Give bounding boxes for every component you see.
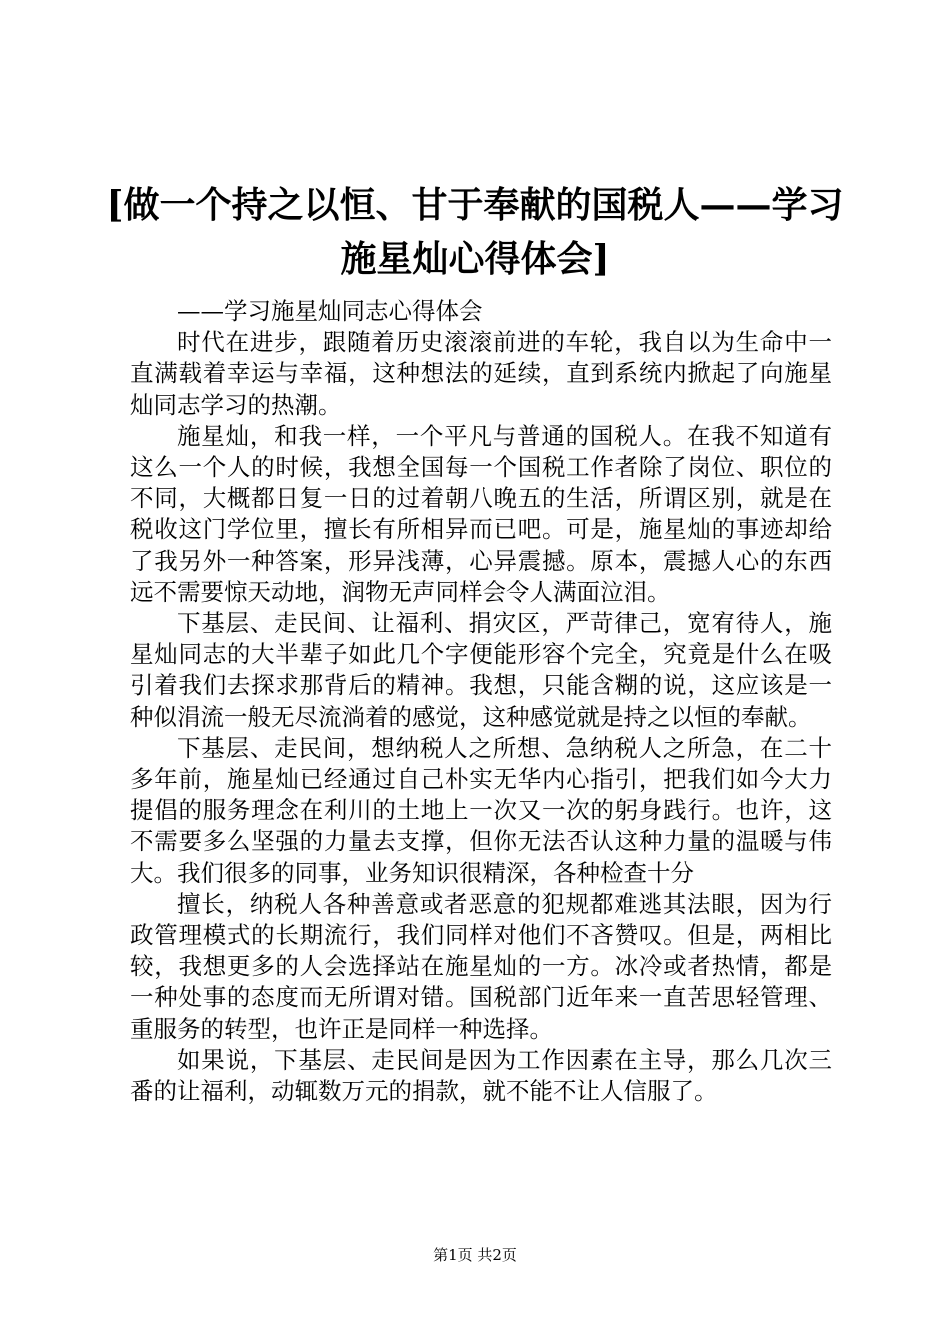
paragraph-1: 时代在进步，跟随着历史滚滚前进的车轮，我自以为生命中一直满载着幸运与幸福，这种想法的延续，直到系统内掀起了向施星灿同志学习的热潮。 <box>130 328 832 419</box>
paragraph-4: 下基层、走民间，想纳税人之所想、急纳税人之所急，在二十多年前，施星灿已经通过自己朴实无华内心指引，把我们如今大力提倡的服务理念在利川的土地上一次又一次的躬身践行。也许，这不需要多么坚强的力量去支撑，但你无法否认这种力量的温暖与伟大。我们很多的同事，业务知识很精深，各种检查十分 <box>130 733 832 887</box>
paragraph-5: 擅长，纳税人各种善意或者恶意的犯规都难逃其法眼，因为行政管理模式的长期流行，我们同样对他们不吝赞叹。但是，两相比较，我想更多的人会选择站在施星灿的一方。冰冷或者热情，都是一种处事的态度而无所谓对错。国税部门近年来一直苦思轻管理、重服务的转型，也许正是同样一种选择。 <box>130 889 832 1043</box>
document-title: [做一个持之以恒、甘于奉献的国税人——学习施星灿心得体会] <box>106 184 844 280</box>
document-subtitle: ——学习施星灿同志心得体会 <box>177 297 483 325</box>
page-footer: 第1页 共2页 <box>433 1246 517 1264</box>
document-body <box>130 296 832 1107</box>
paragraph-3: 下基层、走民间、让福利、捐灾区，严苛律己，宽宥待人，施星灿同志的大半辈子如此几个字便能形容个完全，究竟是什么在吸引着我们去探求那背后的精神。我想，只能含糊的说，这应该是一种似涓流一般无尽流淌着的感觉，这种感觉就是持之以恒的奉献。 <box>130 609 832 731</box>
paragraph-6: 如果说，下基层、走民间是因为工作因素在主导，那么几次三番的让福利，动辄数万元的捐款，就不能不让人信服了。 <box>130 1045 832 1106</box>
paragraph-2: 施星灿，和我一样，一个平凡与普通的国税人。在我不知道有这么一个人的时候，我想全国每一个国税工作者除了岗位、职位的不同，大概都日复一日的过着朝八晚五的生活，所谓区别，就是在税收这门学位里，擅长有所相异而已吧。可是，施星灿的事迹却给了我另外一种答案，形异浅薄，心异震撼。原本，震撼人心的东西远不需要惊天动地，润物无声同样会令人满面泣泪。 <box>130 421 832 606</box>
